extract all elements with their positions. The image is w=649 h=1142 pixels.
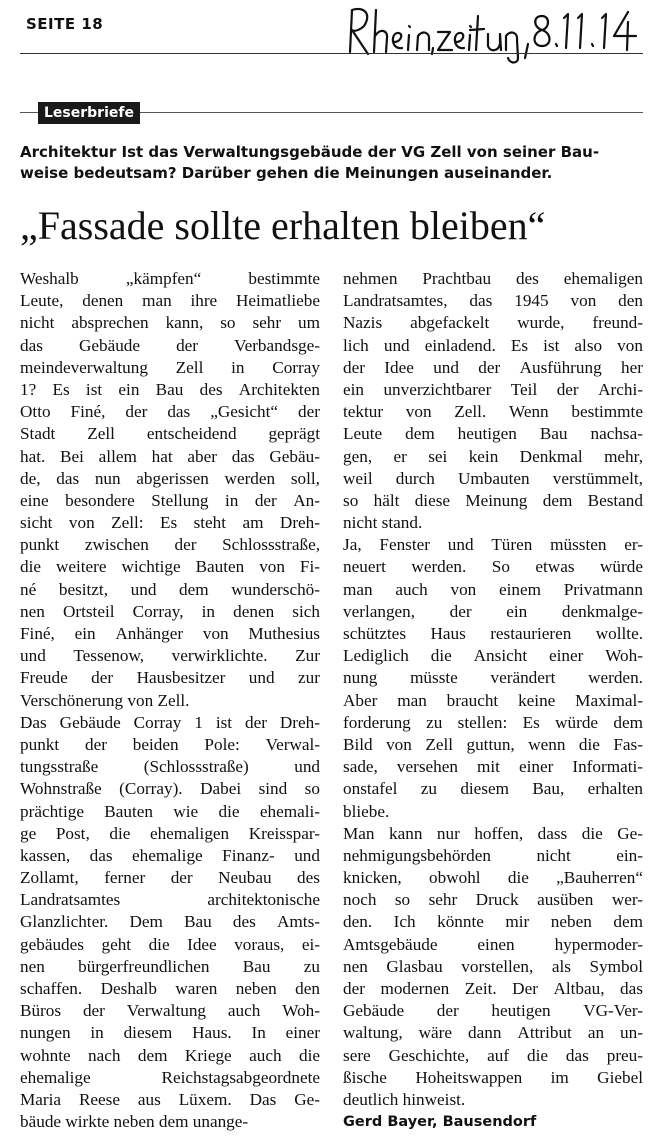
text-line: man auch von einem Privatmann: [343, 579, 643, 599]
text-line: nungen in diesem Haus. In einer: [20, 1023, 320, 1043]
text-column-1: [20, 268, 320, 1133]
text-line: Verschönerung von Zell.: [20, 690, 190, 710]
text-line: Zollamt, ferner der Neubau des: [20, 868, 320, 888]
text-line: Man kann nur hoffen, dass die Ge-: [343, 823, 643, 843]
text-line: Landratsamtes, das 1945 von den: [343, 291, 643, 311]
text-line: Finé, ein Anhänger von Muthesius: [20, 624, 320, 643]
text-line: Leute, denen man ihre Heimatliebe: [20, 291, 320, 311]
text-line: ehemalige Reichstagsabgeordnete: [20, 1067, 320, 1087]
text-line: nicht stand.: [343, 513, 423, 533]
text-line: punkt der beiden Pole: Verwal-: [20, 734, 320, 754]
text-line: Otto Finé, der das „Gesicht“ der: [20, 402, 320, 422]
text-line: onstafel zu diesem Bau, erhalten: [343, 779, 643, 799]
text-column-2: [343, 268, 643, 1133]
text-line: Lediglich die Ansicht einer Woh-: [343, 646, 643, 666]
text-line: hat. Bei allem hat aber das Gebäu-: [20, 446, 320, 466]
text-line: Stadt Zell entscheidend geprägt: [20, 424, 320, 444]
text-line: Ja, Fenster und Türen müssten er-: [343, 535, 643, 555]
text-line: bliebe.: [343, 801, 390, 821]
article-kicker: Architektur Ist das Verwaltungsgebäude der VG Zell von seiner Bau-weise bedeutsam? Darüber gehen die Meinungen auseinander.: [20, 143, 600, 182]
text-line: waltung, wäre dann Attribut an un-: [343, 1023, 643, 1043]
text-line: nehmigungsbehörden nicht ein-: [343, 845, 643, 865]
text-line: schütztes Haus restaurieren wollte.: [343, 624, 643, 643]
text-line: kassen, das ehemalige Finanz- und: [20, 845, 320, 865]
section-tag: Leserbriefe: [38, 102, 140, 124]
text-line: so hält diese Meinung dem Bestand: [343, 490, 643, 510]
text-line: eine besondere Stellung in der An-: [20, 490, 320, 510]
page-number-label: SEITE 18: [26, 15, 104, 33]
text-line: Amtsgebäude einen hypermoder-: [343, 934, 643, 954]
text-line: Maria Reese aus Lüxem. Das Ge-: [20, 1089, 320, 1109]
handwritten-note-drawing: [342, 2, 647, 64]
text-line: verlangen, der ein denkmalge-: [343, 601, 643, 621]
text-line: nen bürgerfreundlichen Bau zu: [20, 956, 320, 976]
article-headline: „Fassade sollte erhalten bleiben“: [20, 203, 546, 248]
text-line: 1? Es ist ein Bau des Architekten: [20, 379, 320, 399]
text-line: nehmen Prachtbau des ehemaligen: [343, 269, 643, 288]
text-line: nen Glasbau vorstellen, als Symbol: [343, 956, 643, 976]
text-line: gen, er sei kein Denkmal mehr,: [343, 446, 643, 466]
handwritten-source-note: [342, 2, 647, 64]
text-line: de, das nun abgerissen werden soll,: [20, 468, 320, 488]
text-line: Büros der Verwaltung auch Woh-: [20, 1001, 320, 1021]
text-line: der modernen Zeit. Der Altbau, das: [343, 979, 643, 998]
text-line: sere Geschichte, auf die das preu-: [343, 1045, 643, 1065]
text-line: und Tessenow, verwirklichte. Zur: [20, 646, 320, 666]
text-line: forderung zu stellen: Es würde dem: [343, 712, 643, 732]
text-line: Nazis abgefackelt wurde, freund-: [343, 313, 643, 333]
text-line: gebäudes geht die Idee voraus, ei-: [20, 934, 320, 954]
text-line: nen Ortsteil Corray, in denen sich: [20, 601, 320, 621]
text-line: sade, versehen mit einer Informati-: [343, 757, 643, 777]
text-line: neuert werden. So etwas würde: [343, 557, 643, 577]
text-line: ein unverzichtbarer Teil der Archi-: [343, 379, 643, 399]
text-line: das Gebäude der Verbandsge-: [20, 335, 320, 355]
text-line: Bild von Zell guttun, wenn die Fas-: [343, 734, 643, 754]
text-line: Aber man braucht keine Maximal-: [343, 690, 643, 710]
text-line: nicht absprechen kann, so sehr um: [20, 313, 320, 333]
text-line: né besitzt, und dem wunderschö-: [20, 579, 320, 599]
text-line: Das Gebäude Corray 1 ist der Dreh-: [20, 712, 320, 732]
text-line: punkt zwischen der Schlossstraße,: [20, 535, 320, 555]
text-line: der Idee und der Ausführung her: [343, 357, 643, 377]
text-line: lich und einladend. Es ist also von: [343, 335, 643, 355]
text-line: wohnte nach dem Kriege auch die: [20, 1045, 320, 1065]
text-line: Leute dem heutigen Bau nachsa-: [343, 424, 643, 444]
text-line: prächtige Bauten wie die ehemali-: [20, 801, 320, 821]
text-line: bäude wirkte neben dem unange-: [20, 1112, 249, 1132]
header-rule: [20, 53, 643, 54]
text-line: ßische Hoheitswappen im Giebel: [343, 1067, 643, 1087]
text-line: deutlich hinweist.: [343, 1089, 466, 1109]
text-line: den. Ich könnte mir neben dem: [343, 912, 643, 932]
text-line: nung müsste verändert werden.: [343, 668, 643, 688]
text-line: Gebäude der heutigen VG-Ver-: [343, 1001, 643, 1021]
text-line: Wohnstraße (Corray). Dabei sind so: [20, 779, 320, 799]
text-line: Freude der Hausbesitzer und zur: [20, 668, 320, 688]
text-line: ge Post, die ehemaligen Kreisspar-: [20, 823, 320, 843]
text-line: tektur von Zell. Wenn bestimmte: [343, 402, 643, 422]
text-line: die weitere wichtige Bauten von Fi-: [20, 557, 320, 577]
text-line: weil durch Umbauten verstümmelt,: [343, 468, 643, 488]
text-line: noch so sehr Druck ausüben wer-: [343, 890, 643, 910]
text-line: Landratsamtes architektonische: [20, 890, 320, 910]
letter-signature: Gerd Bayer, Bausendorf: [343, 1114, 537, 1131]
text-line: schaffen. Deshalb waren neben den: [20, 979, 320, 998]
text-line: knicken, obwohl die „Bauherren“: [343, 868, 643, 888]
text-line: Glanzlichter. Dem Bau des Amts-: [20, 912, 320, 932]
text-line: meindeverwaltung Zell in Corray: [20, 357, 320, 377]
text-line: Weshalb „kämpfen“ bestimmte: [20, 269, 320, 288]
text-line: tungsstraße (Schlossstraße) und: [20, 757, 320, 777]
text-line: sicht von Zell: Es steht am Dreh-: [20, 513, 320, 533]
